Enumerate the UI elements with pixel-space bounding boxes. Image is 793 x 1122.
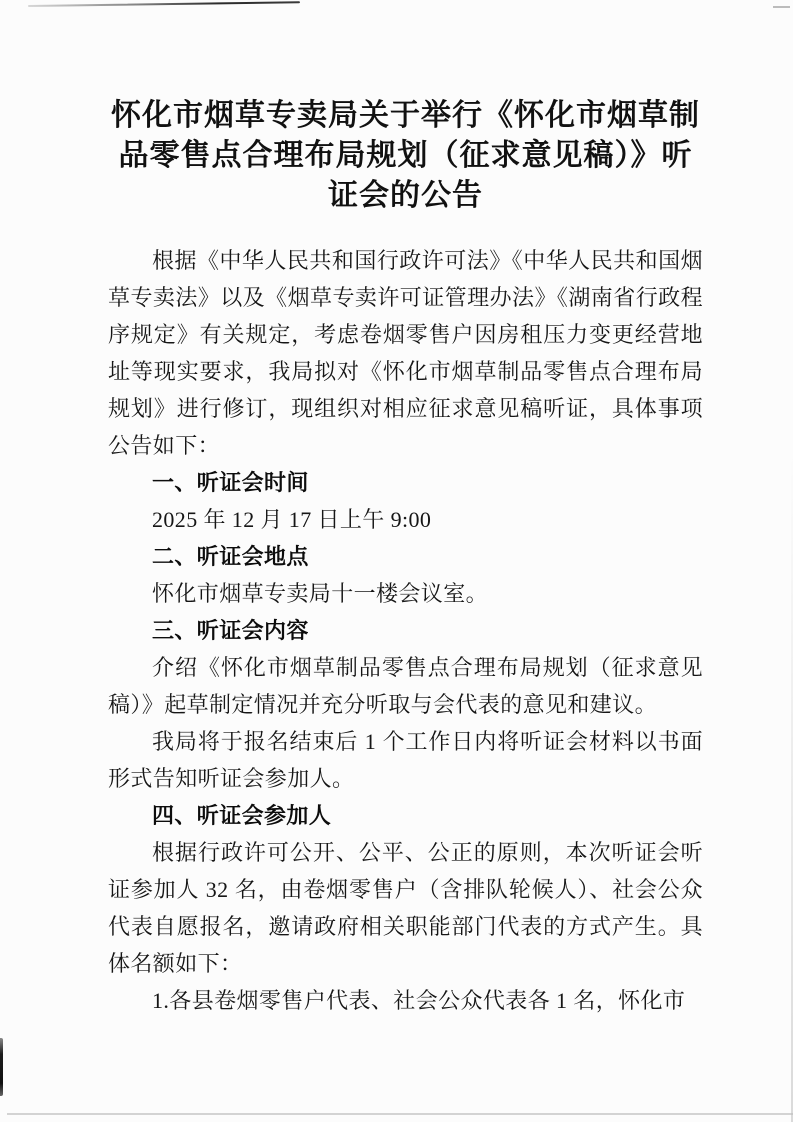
text-hearing-time: 2025 年 12 月 17 日上午 9:00: [152, 507, 432, 532]
scan-artifact-top-right-dash: [773, 6, 790, 8]
scan-artifact-top-line: [28, 1, 300, 7]
scan-artifact-bottom-line: [7, 1113, 793, 1115]
paragraph-hearing-content: 介绍《怀化市烟草制品零售点合理布局规划（征求意见稿）》起草制定情况并充分听取与会代表的意见和建议。: [108, 655, 703, 717]
heading-hearing-participants: 四、听证会参加人: [152, 803, 332, 828]
heading-hearing-time: 一、听证会时间: [152, 470, 309, 495]
paragraph-quota-item-1: 1.各县卷烟零售户代表、社会公众代表各 1 名，怀化市: [152, 988, 686, 1013]
heading-hearing-content: 三、听证会内容: [152, 618, 309, 643]
document-title-line-2: 品零售点合理布局规划（征求意见稿）》听: [118, 139, 693, 172]
paragraph-participants-source: 根据行政许可公开、公平、公正的原则，本次听证会听证参加人 32 名，由卷烟零售户（含排队轮候人）、社会公众代表自愿报名，邀请政府相关职能部门代表的方式产生。具体名额如下：: [108, 840, 703, 976]
paragraph-materials-notice: 我局将于报名结束后 1 个工作日内将听证会材料以书面形式告知听证会参加人。: [108, 729, 703, 791]
paragraph-legal-basis: 根据《中华人民共和国行政许可法》《中华人民共和国烟草专卖法》以及《烟草专卖许可证管理办法》《湖南省行政程序规定》有关规定，考虑卷烟零售户因房租压力变更经营地址等现实要求，我局拟对《怀化市烟草制品零售点合理布局规划》进行修订，现组织对相应征求意见稿听证，具体事项公告如下：: [108, 248, 703, 458]
heading-hearing-location: 二、听证会地点: [152, 544, 309, 569]
scan-artifact-left-mark: [0, 1038, 3, 1096]
document-content: [108, 96, 703, 1019]
document-title: [108, 96, 703, 216]
document-title-line-1: 怀化市烟草专卖局关于举行《怀化市烟草制: [111, 99, 700, 132]
document-title-line-3: 证会的公告: [328, 179, 483, 212]
text-hearing-location: 怀化市烟草专卖局十一楼会议室。: [152, 581, 489, 606]
